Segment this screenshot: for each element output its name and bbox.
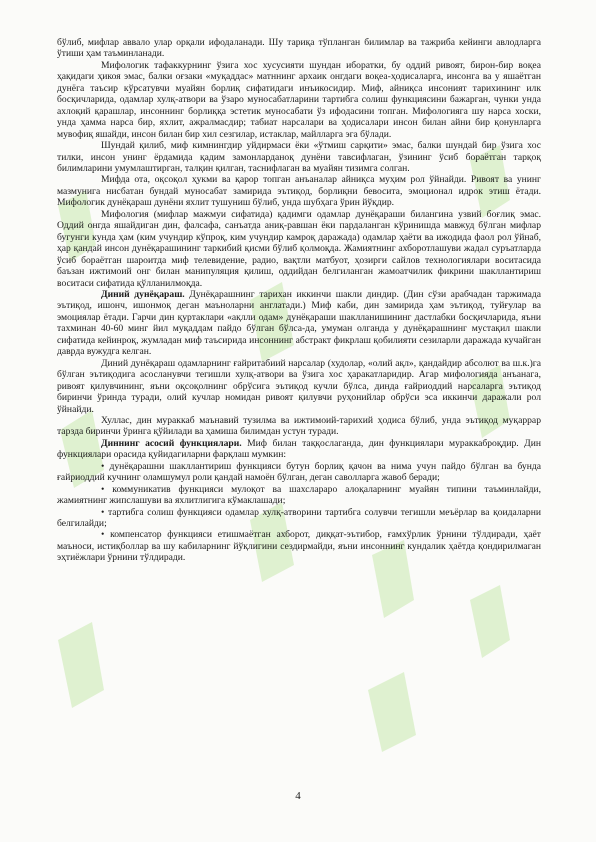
paragraph: Диний дунёқараш одамларнинг ғайритабиий нарсалар (худолар, «олий ақл», қандайдир абсолют ва ш.к.)га бўлган эътиқодига асосланувчи тегишли хулқ-атвори ва ўзига хос ҳаракатларидир. Агар мифологияда анъанага, ривоят қилувчининг, яъни оқсоқолнинг обрўсига эътиқод кучли бўлса, динда ғайриоддий нарсаларга эътиқод биринчи ўринда туради, олий кучлар номидан ривоят қилувчи руҳонийлар обрўси эса иккинчи даражали рол ўйнайди. bbox=[57, 357, 541, 415]
paragraph: Мифология (мифлар мажмуи сифатида) қадимги одамлар дунёқараши билангина узвий боғлиқ эмас. Оддий онгда яшайдиган дин, фалсафа, санъатда аниқ-равшан ёки пардаланган кўринишда мавжуд бўлган мифлар бугунги кунда ҳам (ким учундир кўпроқ, ким учундир камроқ даражада) одамлар ҳаёти ва ижодида фаол рол ўйнаб, ҳар қандай инсон дунёқарашининг таркибий қисми бўлиб қолмоқда. Жамиятнинг ахборотлашуви жадал суръатларда ўсиб бораётган шароитда миф телевидение, радио, вақтли матбуот, ҳозирги сайлов технологиялари воситасида баъзан ижтимоий онг билан манипуляция қилиш, оддийдан белгиланган жамоатчилик фикрини шакллантириш воситаси сифатида қўлланилмоқда. bbox=[57, 208, 541, 289]
section-heading: Диний дунёқараш. bbox=[101, 288, 185, 300]
body-text bbox=[57, 37, 541, 564]
bullet-item: • коммуникатив функцияси мулоқот ва шахсларaро алоқаларнинг муайян типини таъминлайди, жамиятнинг жипслашуви ва яхлитлигига кўмаклашади; bbox=[57, 483, 541, 507]
paragraph: Хуллас, дин мураккаб маънавий тузилма ва ижтимоий-тарихий ҳодиса бўлиб, унда эътиқод муқаррар тарзда биринчи ўринга қўйилади ва ҳамиша билимдан устун туради. bbox=[57, 414, 541, 438]
page-number: 4 bbox=[295, 790, 301, 802]
paragraph: Мифда ота, оқсоқол ҳукми ва қарор топган анъаналар айниқса муҳим рол ўйнайди. Ривоят ва унинг мазмунига нисбатан бундай муносабат замирида эътиқод, борлиқни бевосита, эмоционал идрок этиш ётади. Мифологик дунёқараш дунёни яхлит тушуниш бўлиб, унда шубҳага ўрин йўқдир. bbox=[57, 174, 541, 209]
paragraph: Диний дунёқараш. Дунёқарашнинг тарихан иккинчи шакли диндир. (Дин сўзи арабчадан таржимада эътиқод, ишонч, ишонмоқ деган маъноларни англатади.) Миф каби, дин замирида ҳам эътиқод, туйғулар ва эмоциялар ётади. Гарчи дин қуртаклари «ақлли одам» дунёқараши шаклланишининг дастлабки босқичларида, яъни тахминан 40-60 минг йил муқаддам пайдо бўлган бўлса-да, умуман олганда у дунёқарашнинг мустақил шакли сифатида кейинроқ, жумладан миф таъсирида инсоннинг абстракт фикрлаш қобилияти сезиларли даражада кучайган даврда вужудга келган. bbox=[57, 288, 541, 358]
paragraph: бўлиб, мифлар аввало улар орқали ифодаланади. Шу тариқа тўпланган билимлар ва тажриба кейинги авлодларга ўтиши ҳам таъминланади. bbox=[57, 37, 541, 60]
bullet-item: • тартибга солиш функцияси одамлар хулқ-атворини тартибга солувчи тегишли меъёрлар ва қоидаларни белгилайди; bbox=[57, 506, 541, 530]
paragraph: Мифологик тафаккурнинг ўзига хос хусусияти шундан иборатки, бу оддий ривоят, бирон-бир воқеа ҳақидаги ҳикоя эмас, балки оғзаки «муқаддас» матннинг архаик онгдаги воқеа-ҳодисаларга, инсонга ва у яшаётган дунёга таъсир кўрсатувчи муайян борлиқ сифатидаги инъикосидир. Миф, айниқса инсоният тарихининг илк босқичларида, одамлар хулқ-атвори ва ўзаро муносабатларини тартибга солиш функциясини бажарган, чунки унда ахлоқий қарашлар, инсоннинг борлиққа эстетик муносабати ўз ифодасини топган. Мифологияга шу нарса хоски, унда ҳамма нарса бир, яхлит, ажралмасдир; табиат нарсалари ва ҳодисалари инсон билан айни бир қонунларга мувофиқ яшайди, инсон билан бир хил сезгилар, истаклар, майлларга эга бўлади. bbox=[57, 59, 541, 140]
bullet-item: • дунёқарашни шакллантириш функцияси бутун борлиқ қачон ва нима учун пайдо бўлган ва бунда ғайриоддий кучнинг оламшумул роли қандай намоён бўлган, деган саволларга жавоб беради; bbox=[57, 460, 541, 484]
bullet-item: • компенсатор функцияси етишмаётган ахборот, диққат-эътибор, ғамхўрлик ўрнини тўлдиради, ҳаёт маъноси, истиқболлар ва шу кабиларнинг йўқлигини сездирмайди, яъни инсоннинг кундалик ҳаётда қондирилмаган эҳтиёжлари ўрнини тўлдиради. bbox=[57, 529, 541, 564]
paragraph: Шундай қилиб, миф кимнингдир уйдирмаси ёки «ўтмиш сарқити» эмас, балки шундай бир ўзига хос тилки, инсон унинг ёрдамида қадим замонларданоқ дунёни тавсифлаган, ўзининг ўсиб бораётган тарқоқ билимларини умумлаштирган, талқин қилган, таснифлаган ва муайян тизимга солган. bbox=[57, 140, 541, 174]
section-heading: Диннинг асосий функциялари. bbox=[101, 437, 242, 449]
paragraph: Диннинг асосий функциялари. Миф билан таққослаганда, дин функциялари мураккаброқдир. Дин функциялари орасида қуйидагиларни фарқлаш мумкин: bbox=[57, 437, 541, 461]
